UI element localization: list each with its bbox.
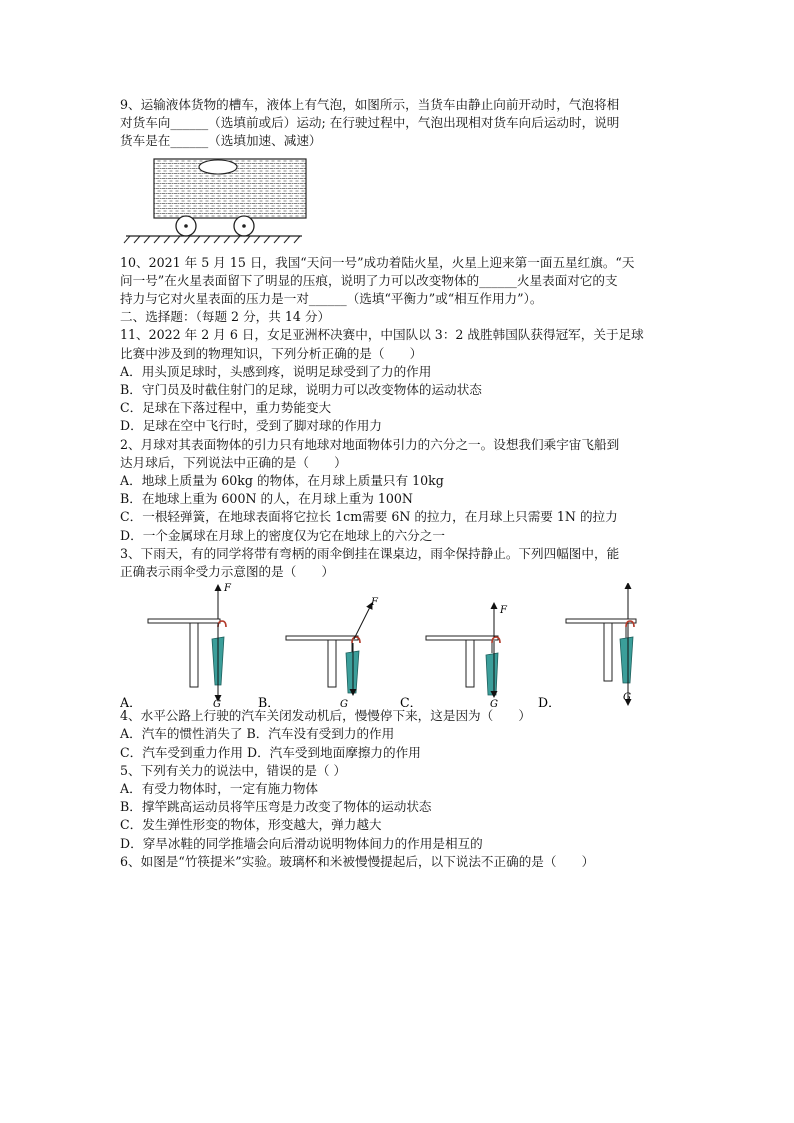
label-g: G — [213, 699, 221, 708]
option-label-d: D． — [538, 695, 561, 708]
question-text: 5、下列有关力的说法中，错误的是（ ） — [120, 762, 347, 778]
diagram-c — [426, 603, 508, 707]
option-a: A．地球上质量为 60kg 的物体，在月球上质量只有 10kg — [120, 473, 444, 489]
question-text: 3、下雨天，有的同学将带有弯柄的雨伞倒挂在课桌边，雨伞保持静止。下列四幅图中，能 — [120, 545, 620, 561]
option-a: A．有受力物体时，一定有施力物体 — [120, 781, 319, 797]
question-text: 9、运输液体货物的槽车，液体上有气泡，如图所示，当货车由静止向前开动时，气泡将相 — [120, 97, 620, 112]
diagram-d — [566, 583, 636, 705]
question-text: 6、如图是“竹筷提米”实验。玻璃杯和米被慢慢提起后，以下说法不正确的是（ ） — [120, 853, 595, 869]
umbrella — [486, 653, 498, 695]
umbrella-force-figures — [120, 583, 680, 707]
option-b: B．守门员及时截住射门的足球，说明力可以改变物体的运动状态 — [120, 382, 482, 398]
question-text: 4、水平公路上行驶的汽车关闭发动机后，慢慢停下来，这是因为（ ） — [120, 708, 532, 724]
option-d: D．足球在空中飞行时，受到了脚对球的作用力 — [120, 418, 382, 434]
question-6 — [120, 853, 680, 871]
question-text: 持力与它对火星表面的压力是一对______（选填“平衡力”或“相互作用力”）。 — [120, 291, 543, 307]
option-c: C．一根轻弹簧，在地球表面将它拉长 1cm需要 6N 的拉力，在月球上只需要 1N 的拉力 — [120, 509, 618, 525]
diagram-a — [148, 583, 232, 707]
label-f: F — [371, 597, 378, 609]
umbrella-handle — [218, 621, 226, 627]
label-g: G — [623, 692, 631, 704]
question-9 — [120, 96, 680, 151]
label-g: G — [490, 699, 498, 708]
exam-page — [120, 96, 680, 871]
diagram-b — [286, 597, 379, 707]
question-text: 比赛中涉及到的物理知识，下列分析正确的是（ ） — [120, 345, 423, 361]
question-text: 正确表示雨伞受力示意图的是（ ） — [120, 564, 335, 580]
question-5 — [120, 762, 680, 853]
umbrella — [620, 637, 633, 683]
ground-hatching — [124, 236, 300, 243]
option-a-b: A．汽车的惯性消失了 B．汽车没有受到力的作用 — [120, 726, 395, 742]
question-text: 2、月球对其表面物体的引力只有地球对地面物体引力的六分之一。设想我们乘宇宙飞船到 — [120, 436, 620, 452]
option-d: D．一个金属球在月球上的密度仅为它在地球上的六分之一 — [120, 527, 445, 543]
question-text: 达月球后，下列说法中正确的是（ ） — [120, 454, 347, 470]
question-text: 对货车向______（选填前或后）运动; 在行驶过程中，气泡出现相对货车向后运动时，说明 — [120, 115, 620, 131]
option-b: B．在地球上重为 600N 的人，在月球上重为 100N — [120, 491, 413, 507]
option-c-d: C．汽车受到重力作用 D．汽车受到地面摩擦力的作用 — [120, 744, 421, 760]
option-b: B．撑竿跳高运动员将竿压弯是力改变了物体的运动状态 — [120, 799, 432, 815]
label-f: F — [224, 583, 231, 595]
section-title: 二、选择题：（每题 2 分，共 14 分） — [120, 309, 331, 325]
option-d: D．穿旱冰鞋的同学推墙会向后滑动说明物体间力的作用是相互的 — [120, 835, 483, 851]
question-10 — [120, 254, 680, 309]
label-f: F — [500, 605, 507, 617]
label-g: G — [340, 699, 348, 708]
option-label-c: C． — [400, 695, 423, 708]
question-text: 11、2022 年 2 月 6 日，女足亚洲杯决赛中，中国队以 3：2 战胜韩国队获得冠军，关于足球 — [120, 327, 644, 343]
question-text: 问一号”在火星表面留下了明显的压痕，说明了力可以改变物体的______火星表面对它的支 — [120, 272, 618, 288]
option-label-a: A． — [120, 695, 142, 708]
option-label-b: B． — [258, 695, 280, 708]
option-a: A．用头顶足球时，头感到疼，说明足球受到了力的作用 — [120, 363, 432, 379]
question-4 — [120, 707, 680, 762]
question-text: 货车是在______（选填加速、减速） — [120, 133, 322, 149]
question-2 — [120, 436, 680, 545]
tanker-truck-diagram — [120, 152, 320, 252]
tanker-truck-figure — [120, 152, 680, 252]
question-11 — [120, 326, 680, 435]
umbrella-force-diagrams — [120, 583, 680, 707]
option-c: C．足球在下落过程中，重力势能变大 — [120, 400, 332, 416]
question-text: 10、2021 年 5 月 15 日，我国“天问一号”成功着陆火星，火星上迎来第一面五星红旗。“天 — [120, 254, 635, 270]
option-c: C．发生弹性形变的物体，形变越大，弹力越大 — [120, 817, 382, 833]
force-arrow-f — [354, 603, 372, 639]
question-3 — [120, 545, 680, 581]
air-bubble — [199, 160, 237, 174]
